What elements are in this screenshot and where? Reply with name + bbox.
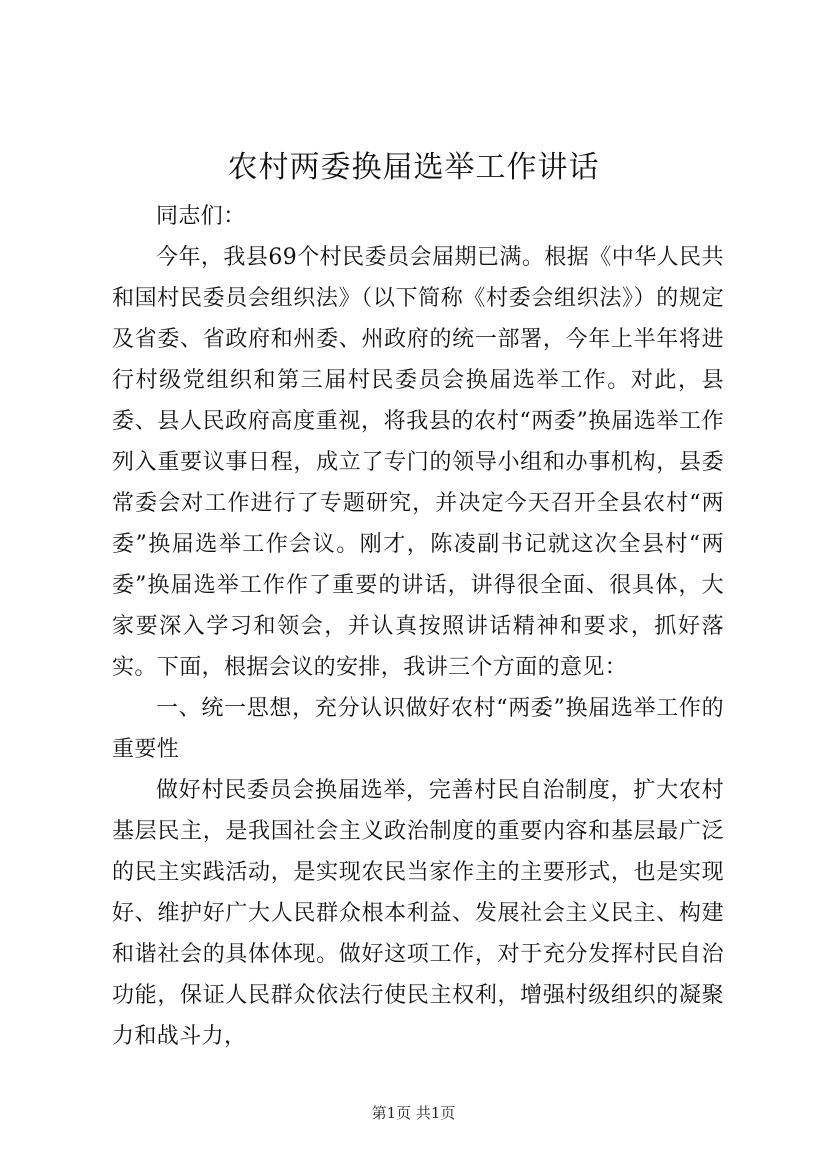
document-title: 农村两委换届选举工作讲话 [227, 150, 600, 185]
page-footer: 第1页 共1页 [371, 1104, 456, 1122]
document-body [112, 196, 724, 1057]
intro-paragraph: 今年，我县69个村民委员会届期已满。根据《中华人民共和国村民委员会组织法》（以下简称《村委会组织法》）的规定及省委、省政府和州委、州政府的统一部署，今年上半年将进行村级党组织和第三届村民委员会换届选举工作。对此，县委、县人民政府高度重视，将我县的农村“两委”换届选举工作列入重要议事日程，成立了专门的领导小组和办事机构，县委常委会对工作进行了专题研究，并决定今天召开全县农村“两委”换届选举工作会议。刚才，陈凌副书记就这次全县村“两委”换届选举工作作了重要的讲话，讲得很全面、很具体，大家要深入学习和领会，并认真按照讲话精神和要求，抓好落实。下面，根据会议的安排，我讲三个方面的意见： [112, 245, 724, 680]
salutation-paragraph: 同志们： [156, 204, 246, 229]
section-1-paragraph: 做好村民委员会换届选举，完善村民自治制度，扩大农村基层民主，是我国社会主义政治制度的重要内容和基层最广泛的民主实践活动，是实现农民当家作主的主要形式，也是实现好、维护好广大人民群众根本利益、发展社会主义民主、构建和谐社会的具体体现。做好这项工作，对于充分发挥村民自治功能，保证人民群众依法行使民主权利，增强村级组织的凝聚力和战斗力， [112, 778, 724, 1049]
section-heading-1: 一、统一思想，充分认识做好农村“两委”换届选举工作的重要性 [112, 696, 724, 762]
